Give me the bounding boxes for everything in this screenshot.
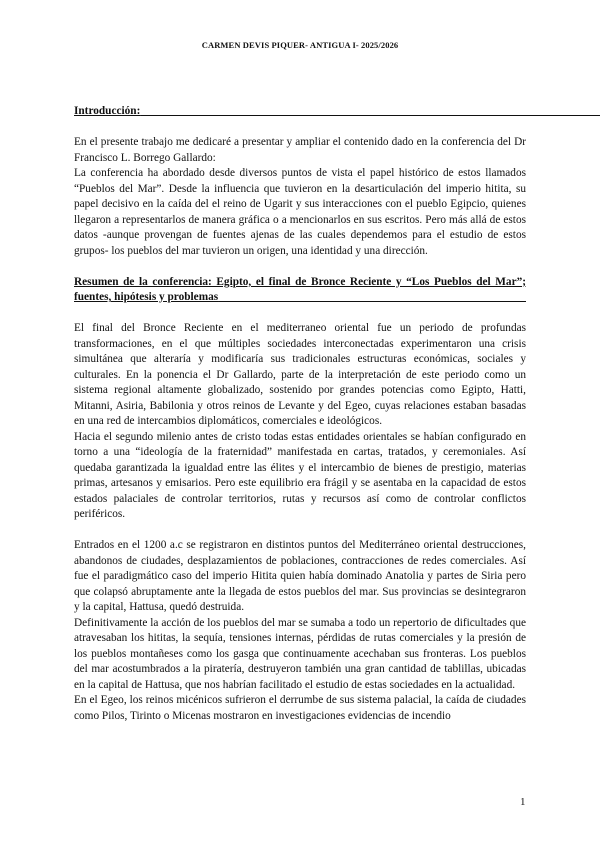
summary-heading-text: Resumen de la conferencia: Egipto, el final de Bronce Reciente y “Los Pueblos del Mar”; fuentes, hipótesis y problemas — [74, 275, 526, 303]
running-header: CARMEN DEVIS PIQUER- ANTIGUA I- 2025/2026 — [201, 40, 399, 50]
summary-paragraph-5: En el Egeo, los reinos micénicos sufrieron el derrumbe de sus sistema palacial, la caída de ciudades como Pilos, Tirinto o Micenas mostraron en investigaciones evidencias de incendio — [74, 694, 526, 722]
summary-paragraph-2: Hacia el segundo milenio antes de cristo todas estas entidades orientales se habían configurado en torno a una “ideología de la fraternidad” manifestada en cartas, tratados, y ceremoniales. Así quedaba garantizada la igualdad entre las élites y el intercambio de bienes de prestigio, materias primas, artesanos y emisarios. Pero este equilibrio era frágil y se asentaba en la capacidad de estos estados palaciales de controlar territorios, rutas y recursos así como de controlar conflictos periféricos. — [74, 430, 526, 520]
intro-heading-text: Introducción: — [74, 105, 141, 117]
summary-paragraph-4: Definitivamente la acción de los pueblos del mar se sumaba a todo un repertorio de dificultades que atravesaban los hititas, la sequía, tensiones internas, pérdidas de rutas comerciales y la presión de los pueblos montañeses como los gasga que continuamente acechaban sus fronteras. Los pueblos del mar acostumbrados a la piratería, destruyeron también una gran cantidad de tablillas, ubicadas en la capital de Hattusa, que nos habrían facilitado el estudio de estas sociedades en la actualidad. — [74, 616, 526, 691]
intro-paragraph-2: La conferencia ha abordado desde diversos puntos de vista el papel histórico de estos llamados “Pueblos del Mar”. Desde la influencia que tuvieron en la desarticulación del imperio hitita, su papel decisivo en la caída del el reino de Ugarit y sus interacciones con el pueblo Egipcio, quienes llegaron a representarlos de manera gráfica o a mencionarlos en sus escritos. Pero más allá de estos datos -aunque provengan de fuentes ajenas de las cuales dependemos para el estudio de estos grupos- los pueblos del mar tuvieron un origen, una identidad y una dirección. — [74, 167, 526, 257]
summary-paragraph-1: El final del Bronce Reciente en el mediterraneo oriental fue un periodo de profundas transformaciones, en el que múltiples sociedades interconectadas experimentaron una crisis simultánea que alteraría y modificaría sus tradicionales estructuras económicas, sociales y culturales. En la ponencia el Dr Gallardo, parte de la interpretación de este periodo como un sistema regional altamente globalizado, sostenido por grandes potencias como Egipto, Hatti, Mitanni, Asiria, Babilonia y otros reinos de Levante y del Egeo, cuyas relaciones estaban basadas en una red de intercambios diplomáticos, comerciales e ideológicos. — [74, 322, 526, 427]
intro-heading — [74, 104, 526, 120]
page-number: 1 — [520, 796, 526, 808]
document-body — [74, 104, 526, 724]
intro-paragraph-1: En el presente trabajo me dedicaré a presentar y ampliar el contenido dado en la conferencia del Dr Francisco L. Borrego Gallardo: — [74, 136, 526, 164]
summary-heading — [74, 275, 526, 306]
summary-paragraph-3: Entrados en el 1200 a.c se registraron en distintos puntos del Mediterráneo oriental destrucciones, abandonos de ciudades, desplazamientos de poblaciones, contracciones de redes comerciales. Así fue el paradigmático caso del imperio Hitita quien había dominado Anatolia y partes de Siria pero que colapsó abruptamente ante la llegada de estos pueblos del mar. Sus provincias se desintegraron y la capital, Hattusa, quedó destruida. — [74, 539, 526, 613]
